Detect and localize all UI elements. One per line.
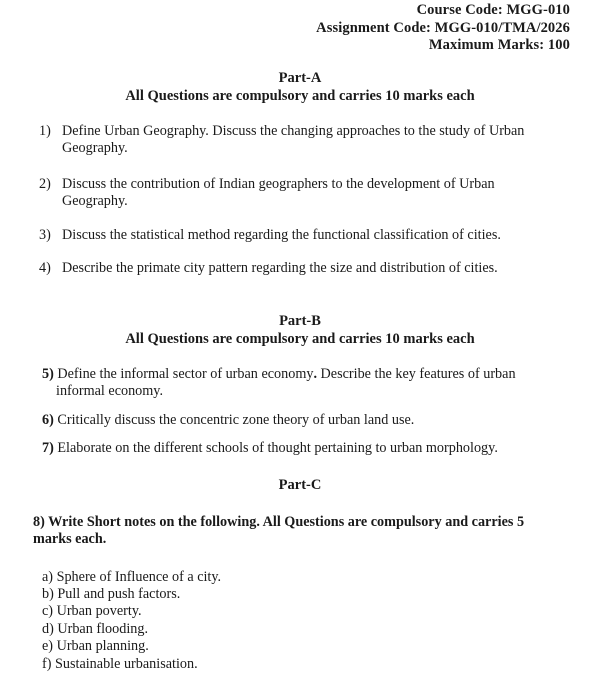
part-a-question-list xyxy=(30,123,570,278)
spacer xyxy=(30,158,570,176)
question-8: 8) Write Short notes on the following. All Questions are compulsory and carries 5 marks each. xyxy=(33,513,525,547)
part-b-instruction: All Questions are compulsory and carries 10 marks each xyxy=(125,330,475,347)
spacer xyxy=(30,211,570,227)
document-header xyxy=(30,2,570,55)
spacer xyxy=(30,105,570,123)
question-number: 1) xyxy=(39,122,51,139)
question-text: Describe the primate city pattern regarding the size and distribution of cities. xyxy=(62,260,498,276)
spacer xyxy=(30,244,570,260)
question-text: Discuss the contribution of Indian geographers to the development of Urban Geography. xyxy=(62,175,495,209)
spacer xyxy=(30,401,570,412)
spacer xyxy=(30,55,570,69)
sub-item: a) Sphere of Influence of a city. xyxy=(42,568,222,585)
question-number: 2) xyxy=(39,175,51,192)
part-a-title: Part-A xyxy=(278,69,322,86)
spacer xyxy=(30,278,570,300)
question-text: Define Urban Geography. Discuss the changing approaches to the study of Urban Geography. xyxy=(62,122,525,156)
question-item xyxy=(30,440,570,458)
sub-item: b) Pull and push factors. xyxy=(42,585,181,602)
question-text-dot: . xyxy=(313,365,317,382)
sub-item: c) Urban poverty. xyxy=(42,603,142,620)
spacer xyxy=(30,429,570,440)
question-text: Critically discuss the concentric zone theory of urban land use. xyxy=(53,411,415,428)
spacer xyxy=(30,300,570,312)
question-text-after-dot: Describe the key features of urban informal economy. xyxy=(56,365,516,399)
part-a-instruction: All Questions are compulsory and carries 10 marks each xyxy=(125,87,475,104)
question-item xyxy=(30,123,570,158)
part-b-question-list xyxy=(30,366,570,458)
spacer xyxy=(30,348,570,366)
sub-item: e) Urban planning. xyxy=(42,638,149,655)
question-text-before-dot: Define the informal sector of urban economy xyxy=(53,365,314,382)
question-text: Discuss the statistical method regarding the functional classification of cities. xyxy=(62,226,501,243)
part-b-title: Part-B xyxy=(279,312,321,329)
sub-item: d) Urban flooding. xyxy=(42,620,148,637)
part-c-sub-item-list xyxy=(30,569,570,673)
spacer xyxy=(30,458,570,476)
part-c-title: Part-C xyxy=(278,476,322,493)
question-item xyxy=(30,260,570,278)
spacer xyxy=(30,494,570,514)
course-code-line: Course Code: MGG-010 xyxy=(416,2,570,18)
question-item xyxy=(30,176,570,211)
assignment-code-line: Assignment Code: MGG-010/TMA/2026 xyxy=(316,19,570,36)
question-item xyxy=(30,412,570,430)
sub-item: f) Sustainable urbanisation. xyxy=(42,655,198,672)
question-text: Elaborate on the different schools of thought pertaining to urban morphology. xyxy=(53,440,498,456)
question-number: 5) xyxy=(42,365,54,382)
question-number: 7) xyxy=(42,440,54,456)
question-item xyxy=(30,366,570,401)
question-number: 6) xyxy=(42,411,54,428)
question-item xyxy=(30,227,570,245)
question-number: 3) xyxy=(39,226,51,243)
question-number: 4) xyxy=(39,260,51,276)
spacer xyxy=(30,549,570,569)
maximum-marks-line: Maximum Marks: 100 xyxy=(428,37,570,53)
